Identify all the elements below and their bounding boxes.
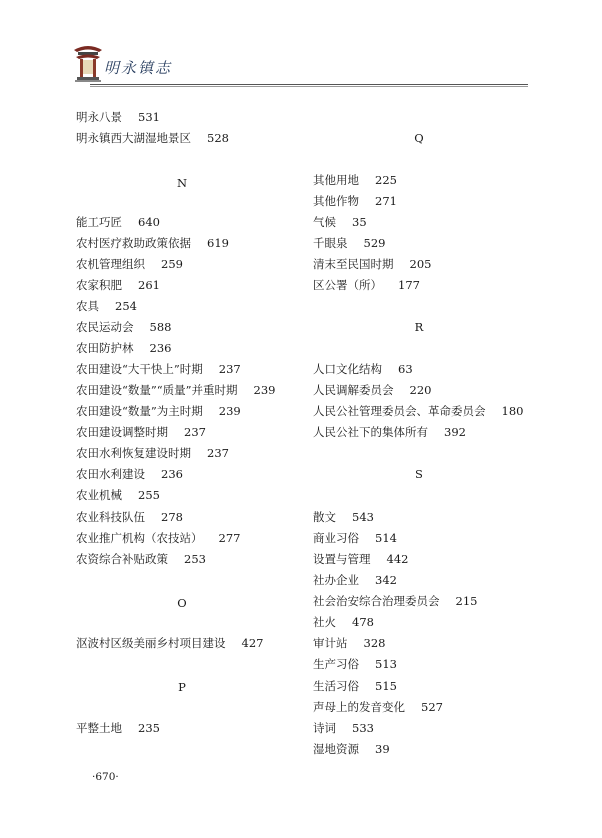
index-entry: 人民调解委员会 220	[313, 383, 432, 397]
section-letter-s: S	[415, 467, 423, 481]
index-entry: 农田建设调整时期 237	[76, 425, 206, 439]
index-entry: 农田防护林 236	[76, 341, 172, 355]
section-letter-o: O	[177, 596, 187, 610]
index-entry: 千眼泉 529	[313, 236, 386, 250]
index-entry: 农田建设“数量”“质量”并重时期 239	[76, 383, 276, 397]
index-entry: 农田水利建设 236	[76, 467, 183, 481]
index-entry: 平整土地 235	[76, 721, 160, 735]
index-entry: 农业机械 255	[76, 488, 160, 502]
header-divider	[90, 84, 528, 87]
index-entry: 社会治安综合治理委员会 215	[313, 594, 478, 608]
index-entry: 生活习俗 515	[313, 679, 397, 693]
index-entry: 气候 35	[313, 215, 367, 229]
index-entry: 农业科技队伍 278	[76, 510, 183, 524]
index-entry: 明永八景 531	[76, 110, 160, 124]
index-entry: 声母上的发音变化 527	[313, 700, 443, 714]
index-entry: 农村医疗救助政策依据 619	[76, 236, 229, 250]
page-header	[72, 40, 528, 92]
index-entry: 审计站 328	[313, 636, 386, 650]
index-entry: 区公署（所） 177	[313, 278, 420, 292]
index-entry: 农田建设“数量”为主时期 239	[76, 404, 241, 418]
index-entry: 农具 254	[76, 299, 137, 313]
index-entry: 农资综合补贴政策 253	[76, 552, 206, 566]
index-entry: 湿地资源 39	[313, 742, 390, 756]
index-entry: 其他用地 225	[313, 173, 397, 187]
index-entry: 设置与管理 442	[313, 552, 409, 566]
index-entry: 农田建设“大干快上”时期 237	[76, 362, 241, 376]
index-entry: 清末至民国时期 205	[313, 257, 432, 271]
section-letter-n: N	[176, 176, 188, 190]
index-entry: 农田水利恢复建设时期 237	[76, 446, 229, 460]
index-entry: 散文 543	[313, 510, 374, 524]
index-entry: 能工巧匠 640	[76, 215, 160, 229]
index-entry: 诗词 533	[313, 721, 374, 735]
index-entry: 明永镇西大湖湿地景区 528	[76, 131, 229, 145]
index-entry: 商业习俗 514	[313, 531, 397, 545]
index-entry: 人民公社下的集体所有 392	[313, 425, 466, 439]
index-entry: 生产习俗 513	[313, 657, 397, 671]
index-entry: 社火 478	[313, 615, 374, 629]
index-entry: 农家积肥 261	[76, 278, 160, 292]
page-number: ·670·	[92, 771, 119, 783]
section-letter-p: P	[178, 680, 186, 694]
header-title: 明永镇志	[104, 59, 173, 77]
section-letter-r: R	[414, 320, 424, 334]
index-entry: 社办企业 342	[313, 573, 397, 587]
index-entry: 其他作物 271	[313, 194, 397, 208]
pagoda-emblem-icon	[72, 40, 104, 84]
index-entry: 农民运动会 588	[76, 320, 172, 334]
index-entry: 人口文化结构 63	[313, 362, 413, 376]
index-entry: 农机管理组织 259	[76, 257, 183, 271]
index-entry: 农业推广机构（农技站） 277	[76, 531, 241, 545]
index-entry: 沤波村区级美丽乡村项目建设 427	[76, 636, 264, 650]
index-entry: 人民公社管理委员会、革命委员会 180	[313, 404, 524, 418]
section-letter-q: Q	[414, 131, 424, 145]
